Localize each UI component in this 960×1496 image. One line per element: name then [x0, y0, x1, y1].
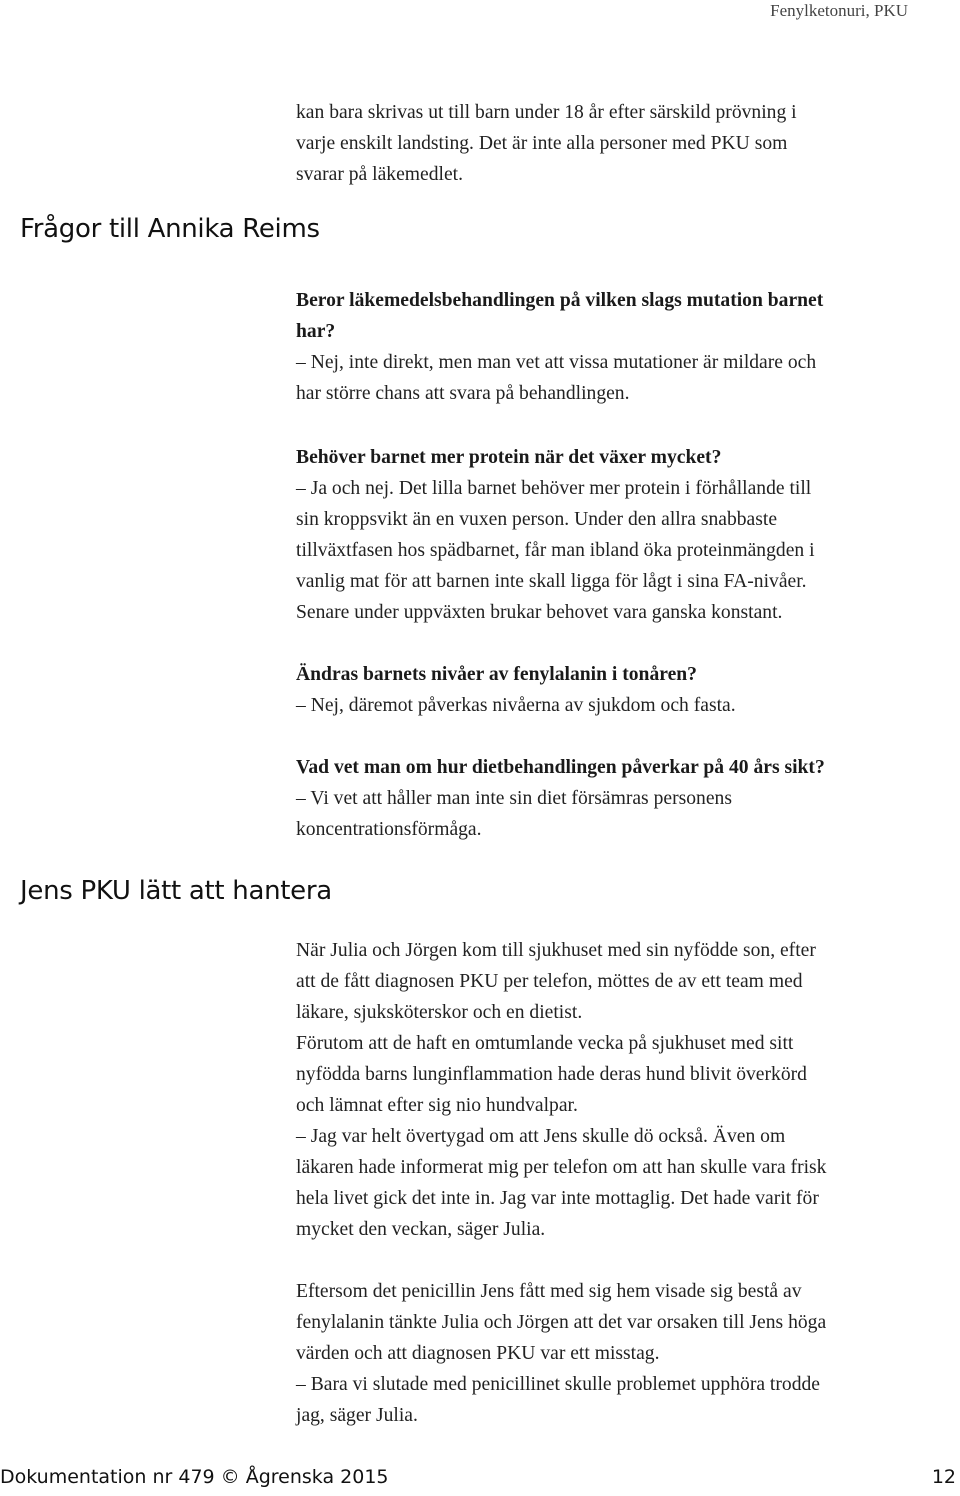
answer-line: – Nej, däremot påverkas nivåerna av sjukdom och fasta. — [296, 695, 736, 716]
qa-teenage — [296, 659, 936, 721]
story-paragraph-2 — [296, 1276, 936, 1431]
text-line: Eftersom det penicillin Jens fått med sig hem visade sig bestå av — [296, 1281, 802, 1302]
answer-line: har större chans att svara på behandlingen. — [296, 383, 630, 404]
text-line: varje enskilt landsting. Det är inte alla personer med PKU som — [296, 133, 788, 154]
answer-line: – Vi vet att håller man inte sin diet försämras personens — [296, 788, 732, 809]
text-line: svarar på läkemedlet. — [296, 164, 464, 185]
answer-line: sin kroppsvikt än en vuxen person. Under den allra snabbaste — [296, 509, 778, 530]
section-heading-jens: Jens PKU lätt att hantera — [20, 876, 332, 906]
question-line: har? — [296, 321, 336, 342]
text-line: – Jag var helt övertygad om att Jens skulle dö också. Även om — [296, 1126, 786, 1147]
question-line: Ändras barnets nivåer av fenylalanin i tonåren? — [296, 664, 697, 685]
paragraph-continued — [296, 97, 936, 190]
qa-mutation — [296, 285, 936, 409]
text-line: läkare, sjuksköterskor och en dietist. — [296, 1002, 583, 1023]
page-number: 12 — [931, 1466, 956, 1488]
text-line: nyfödda barns lunginflammation hade deras hund blivit överkörd — [296, 1064, 807, 1085]
section-heading-questions: Frågor till Annika Reims — [20, 214, 320, 244]
text-line: fenylalanin tänkte Julia och Jörgen att det var orsaken till Jens höga — [296, 1312, 827, 1333]
text-line: mycket den veckan, säger Julia. — [296, 1219, 546, 1240]
answer-line: tillväxtfasen hos spädbarnet, får man ibland öka proteinmängden i — [296, 540, 815, 561]
page-footer — [0, 1466, 960, 1496]
question-line: Behöver barnet mer protein när det växer mycket? — [296, 447, 722, 468]
question-line: Vad vet man om hur dietbehandlingen påverkar på 40 års sikt? — [296, 757, 825, 778]
answer-line: vanlig mat för att barnen inte skall ligga för lågt i sina FA-nivåer. — [296, 571, 807, 592]
text-line: Förutom att de haft en omtumlande vecka på sjukhuset med sitt — [296, 1033, 794, 1054]
text-line: När Julia och Jörgen kom till sjukhuset med sin nyfödde son, efter — [296, 940, 816, 961]
footer-doc-info: Dokumentation nr 479 © Ågrenska 2015 — [0, 1466, 389, 1488]
qa-long-term — [296, 752, 936, 845]
running-header: Fenylketonuri, PKU — [770, 1, 908, 20]
text-line: jag, säger Julia. — [296, 1405, 418, 1426]
answer-line: koncentrationsförmåga. — [296, 819, 482, 840]
story-paragraph-1 — [296, 935, 936, 1245]
text-line: att de fått diagnosen PKU per telefon, möttes de av ett team med — [296, 971, 803, 992]
text-line: – Bara vi slutade med penicillinet skulle problemet upphöra trodde — [296, 1374, 820, 1395]
answer-line: – Nej, inte direkt, men man vet att vissa mutationer är mildare och — [296, 352, 817, 373]
text-line: värden och att diagnosen PKU var ett misstag. — [296, 1343, 660, 1364]
text-line: och lämnat efter sig nio hundvalpar. — [296, 1095, 578, 1116]
qa-protein — [296, 442, 936, 628]
text-line: läkaren hade informerat mig per telefon om att han skulle vara frisk — [296, 1157, 827, 1178]
text-line: kan bara skrivas ut till barn under 18 år efter särskild prövning i — [296, 102, 797, 123]
answer-line: Senare under uppväxten brukar behovet vara ganska konstant. — [296, 602, 783, 623]
question-line: Beror läkemedelsbehandlingen på vilken slags mutation barnet — [296, 290, 824, 311]
text-line: hela livet gick det inte in. Jag var inte mottaglig. Det hade varit för — [296, 1188, 819, 1209]
answer-line: – Ja och nej. Det lilla barnet behöver mer protein i förhållande till — [296, 478, 812, 499]
